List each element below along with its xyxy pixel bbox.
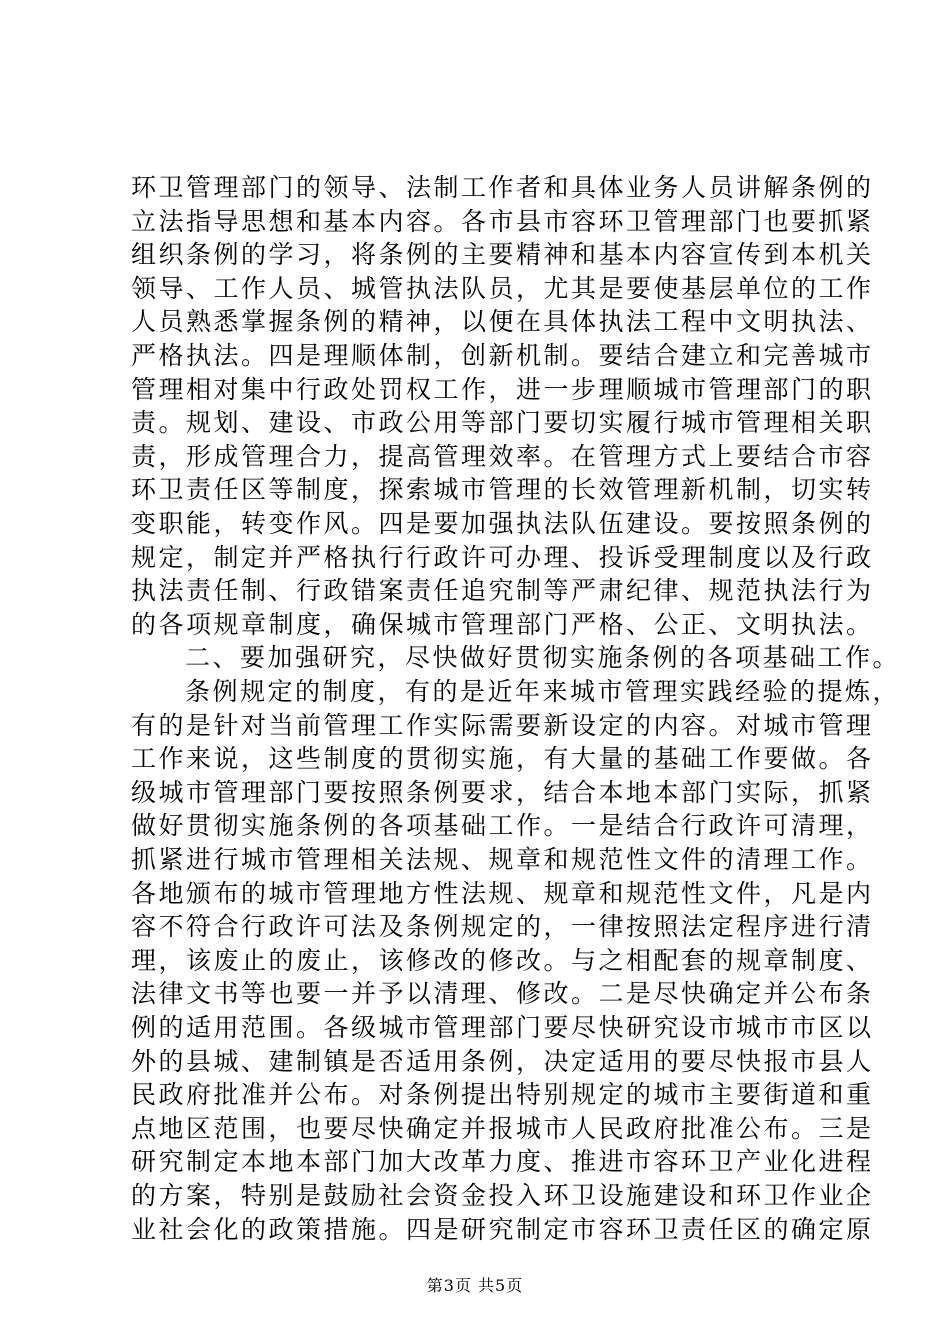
paragraph-continued <box>131 171 901 675</box>
text-line: 环卫管理部门的领导、法制工作者和具体业务人员讲解条例的 <box>131 173 874 202</box>
text-line: 人员熟悉掌握条例的精神，以便在具体执法工程中文明执法、 <box>131 307 874 337</box>
text-line: 级城市管理部门要按照条例要求，结合本地本部门实际，抓紧 <box>131 777 874 807</box>
page-number: 第3页 共5页 <box>426 1276 524 1295</box>
text-line: 例的适用范围。各级城市管理部门要尽快研究设市城市市区以 <box>131 1012 874 1042</box>
text-line: 理，该废止的废止，该修改的修改。与之相配套的规章制度、 <box>131 945 874 975</box>
text-line: 容不符合行政许可法及条例规定的，一律按照法定程序进行清 <box>131 912 874 942</box>
text-line: 做好贯彻实施条例的各项基础工作。一是结合行政许可清理， <box>131 811 874 841</box>
text-line: 组织条例的学习，将条例的主要精神和基本内容宣传到本机关 <box>131 240 874 270</box>
text-line: 抓紧进行城市管理相关法规、规章和规范性文件的清理工作。 <box>131 844 874 874</box>
paragraph <box>131 675 901 1246</box>
text-line: 严格执法。四是理顺体制，创新机制。要结合建立和完善城市 <box>131 340 874 370</box>
text-line: 有的是针对当前管理工作实际需要新设定的内容。对城市管理 <box>131 710 874 740</box>
text-line: 责。规划、建设、市政公用等部门要切实履行城市管理相关职 <box>131 408 874 438</box>
text-line: 立法指导思想和基本内容。各市县市容环卫管理部门也要抓紧 <box>131 206 874 236</box>
text-line: 责，形成管理合力，提高管理效率。在管理方式上要结合市容 <box>131 441 874 471</box>
text-line: 外的县城、建制镇是否适用条例，决定适用的要尽快报市县人 <box>131 1046 874 1076</box>
text-line: 的各项规章制度，确保城市管理部门严格、公正、文明执法。 <box>131 609 874 639</box>
text-line: 执法责任制、行政错案责任追究制等严肃纪律、规范执法行为 <box>131 576 874 606</box>
text-line: 管理相对集中行政处罚权工作，进一步理顺城市管理部门的职 <box>131 374 874 404</box>
text-line: 业社会化的政策措施。四是研究制定市容环卫责任区的确定原 <box>131 1214 874 1244</box>
text-line: 环卫责任区等制度，探索城市管理的长效管理新机制，切实转 <box>131 475 874 505</box>
section-heading: 二、要加强研究，尽快做好贯彻实施条例的各项基础工作。 <box>185 643 901 673</box>
text-line: 民政府批准并公布。对条例提出特别规定的城市主要街道和重 <box>131 1080 874 1110</box>
text-line: 工作来说，这些制度的贯彻实施，有大量的基础工作要做。各 <box>131 744 874 774</box>
text-line: 法律文书等也要一并予以清理、修改。二是尽快确定并公布条 <box>131 979 874 1009</box>
text-line: 领导、工作人员、城管执法队员，尤其是要使基层单位的工作 <box>131 273 874 303</box>
text-line: 条例规定的制度，有的是近年来城市管理实践经验的提炼， <box>185 677 901 706</box>
text-line: 点地区范围，也要尽快确定并报城市人民政府批准公布。三是 <box>131 1113 874 1143</box>
text-line: 规定，制定并严格执行行政许可办理、投诉受理制度以及行政 <box>131 542 874 572</box>
text-line: 变职能，转变作风。四是要加强执法队伍建设。要按照条例的 <box>131 508 874 538</box>
text-line: 各地颁布的城市管理地方性法规、规章和规范性文件，凡是内 <box>131 878 874 908</box>
text-line: 研究制定本地本部门加大改革力度、推进市容环卫产业化进程 <box>131 1147 874 1177</box>
text-line: 的方案，特别是鼓励社会资金投入环卫设施建设和环卫作业企 <box>131 1180 874 1210</box>
